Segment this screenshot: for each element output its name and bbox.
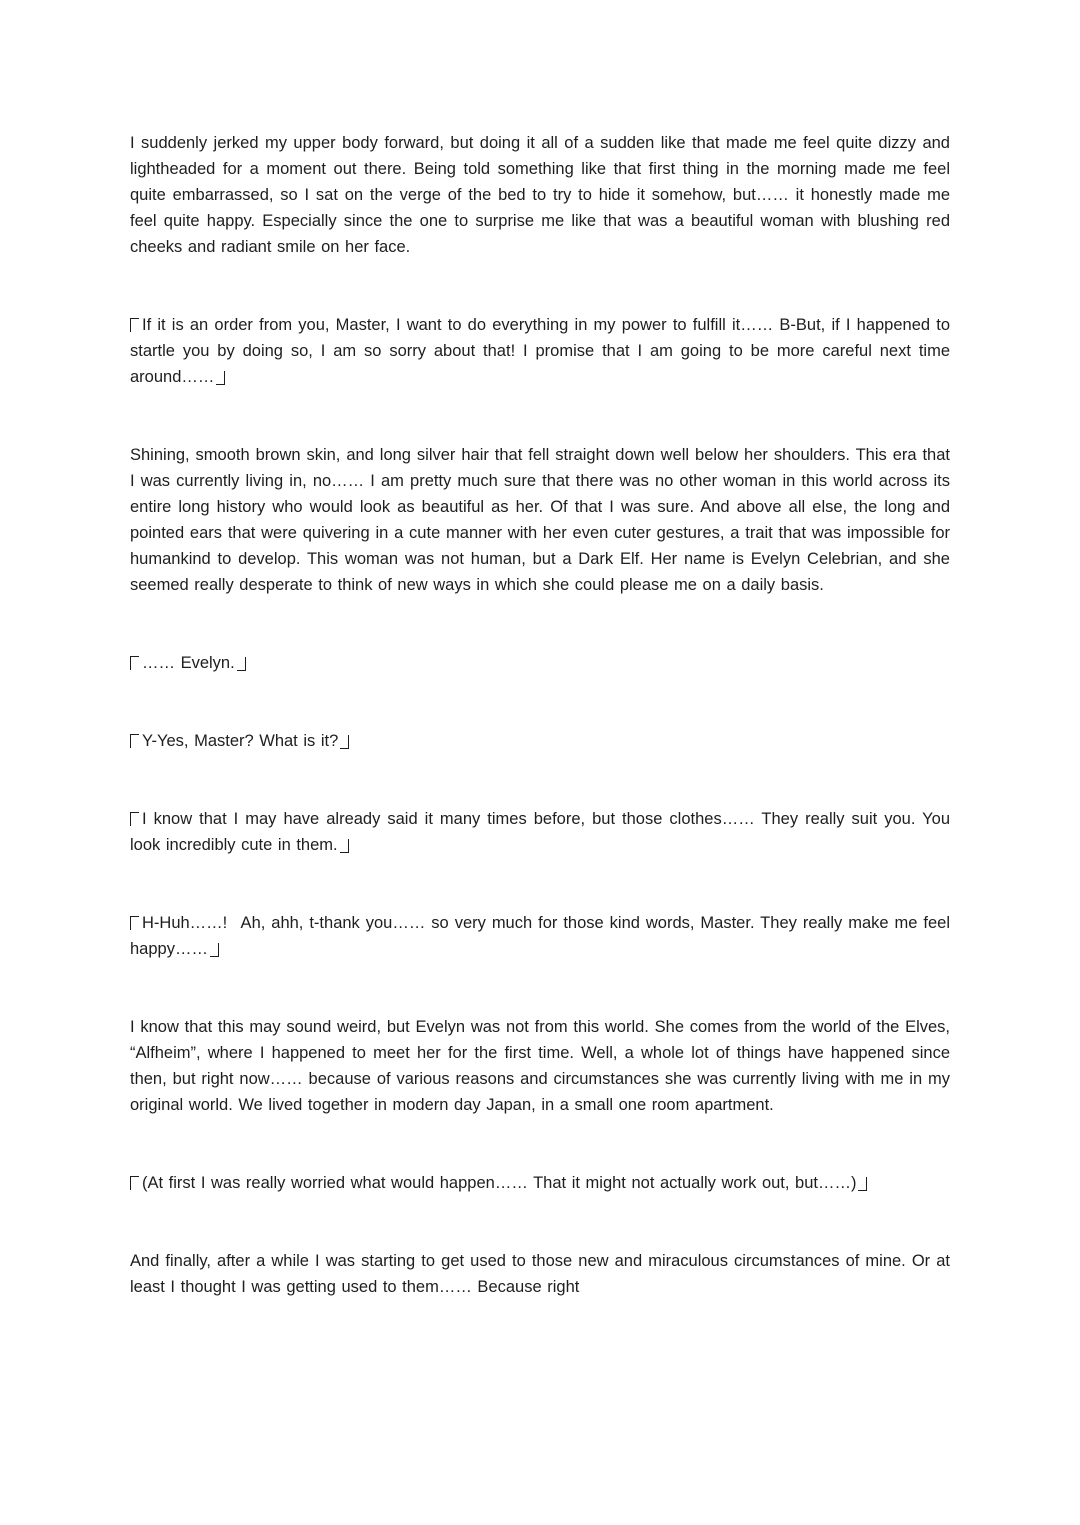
paragraph-6-dialogue: I know that I may have already said it many times before, but those clothes…… They really suit you. You look incredibly cute in them. [130, 810, 950, 854]
corner-bracket-open [130, 916, 139, 930]
paragraph-5-dialogue: Y-Yes, Master? What is it? [130, 728, 950, 754]
corner-bracket-close [340, 735, 349, 749]
corner-bracket-close [340, 839, 349, 853]
corner-bracket-open [130, 318, 139, 332]
paragraph-4-dialogue: …… Evelyn. [130, 650, 950, 676]
paragraph-10-narration: And finally, after a while I was starting to get used to those new and miraculous circumstances of mine. Or at least I thought I was getting used to them…… Because right [130, 1252, 950, 1296]
paragraph-7-dialogue: H-Huh……! Ah, ahh, t-thank you…… so very much for those kind words, Master. They really make me feel happy…… [130, 914, 950, 958]
paragraph-1-narration: I suddenly jerked my upper body forward, but doing it all of a sudden like that made me feel quite dizzy and lightheaded for a moment out there. Being told something like that first thing in the morning made me feel quite embarrassed, so I sat on the verge of the bed to try to hide it somehow, but…… it honestly made me feel quite happy. Especially since the one to surprise me like that was a beautiful woman with blushing red cheeks and radiant smile on her face. [130, 134, 950, 256]
paragraph-3-narration: Shining, smooth brown skin, and long silver hair that fell straight down well below her shoulders. This era that I was currently living in, no…… I am pretty much sure that there was no other woman in this world across its entire long history who would look as beautiful as her. Of that I was sure. And above all else, the long and pointed ears that were quivering in a cute manner with her even cuter gestures, a trait that was impossible for humankind to develop. This woman was not human, but a Dark Elf. Her name is Evelyn Celebrian, and she seemed really desperate to think of new ways in which she could please me on a daily basis. [130, 446, 950, 594]
corner-bracket-open [130, 812, 139, 826]
paragraph-9-dialogue: (At first I was really worried what would happen…… That it might not actually work out, but……) [130, 1170, 950, 1196]
text-content [130, 130, 950, 1300]
corner-bracket-close [210, 943, 219, 957]
paragraph-2-dialogue: If it is an order from you, Master, I want to do everything in my power to fulfill it…… B-But, if I happened to startle you by doing so, I am so sorry about that! I promise that I am going to be more careful next time around…… [130, 316, 950, 386]
corner-bracket-open [130, 656, 139, 670]
corner-bracket-close [237, 657, 246, 671]
corner-bracket-open [130, 734, 139, 748]
corner-bracket-open [130, 1176, 139, 1190]
corner-bracket-close [858, 1177, 867, 1191]
corner-bracket-close [216, 371, 225, 385]
paragraph-8-narration: I know that this may sound weird, but Evelyn was not from this world. She comes from the world of the Elves, “Alfheim”, where I happened to meet her for the first time. Well, a whole lot of things have happened since then, but right now…… because of various reasons and circumstances she was currently living with me in my original world. We lived together in modern day Japan, in a small one room apartment. [130, 1018, 950, 1114]
